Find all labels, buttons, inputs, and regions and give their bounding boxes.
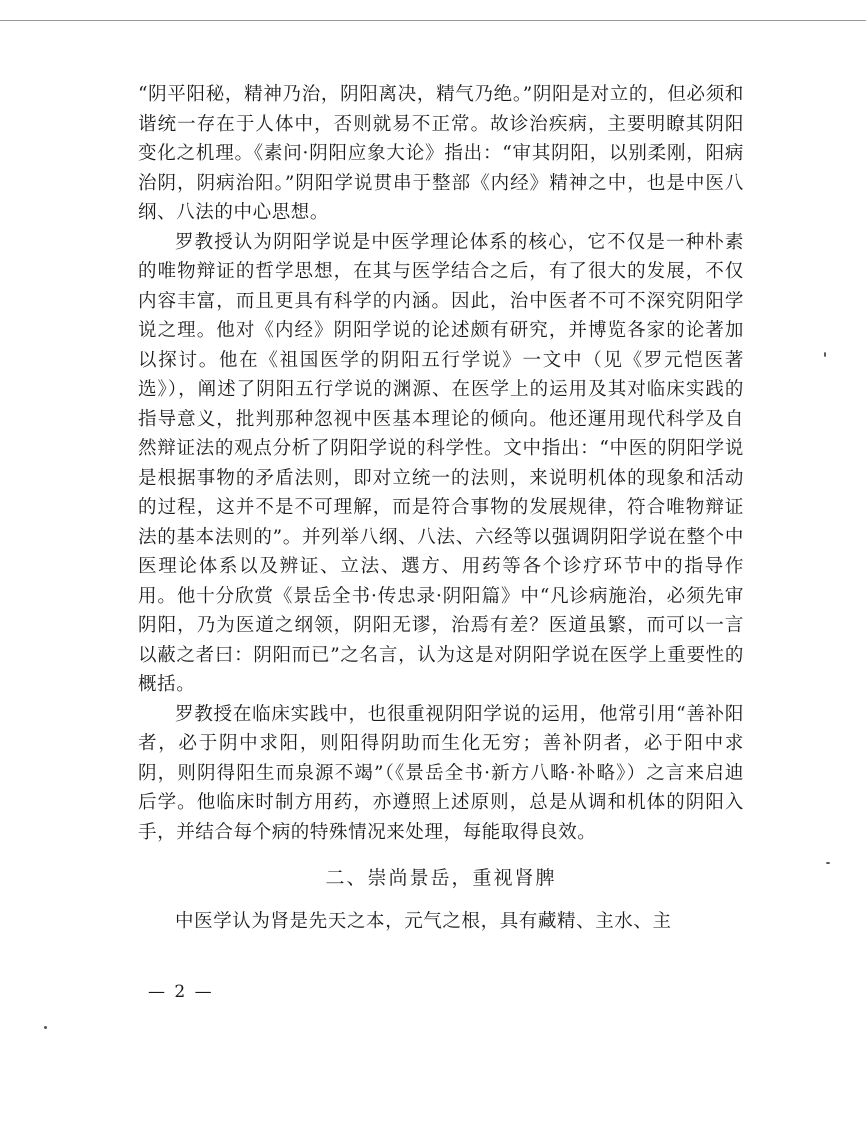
scan-speck <box>44 1026 47 1029</box>
page-number: — 2 — <box>148 982 214 1002</box>
paragraph-4: 中医学认为肾是先天之本，元气之根，具有藏精、主水、主 <box>175 911 672 932</box>
scan-speck <box>824 352 826 357</box>
paragraph-1: “阴平阳秘，精神乃治，阴阳离决，精气乃绝。”阴阳是对立的，但必须和谐统一存在于人体中，否则就易不正常。故诊治疾病，主要明瞭其阴阳变化之机理。《素问·阴阳应象大论》指出：“审其阴阳，以别柔刚，阳病治阴，阴病治阳。”阴阳学说贯串于整部《内经》精神之中，也是中医八纲、八法的中心思想。 <box>138 84 744 223</box>
paragraph-3: 罗教授在临床实践中，也很重视阴阳学说的运用，他常引用“善补阳者，必于阴中求阳，则阳得阴助而生化无穷；善补阴者，必于阳中求阴，则阴得阳生而泉源不竭”（《景岳全书·新方八略·补略》）之言来启迪后学。他临床时制方用药，亦遵照上述原则，总是从调和机体的阴阳入手，并结合每个病的特殊情况来处理，每能取得良效。 <box>138 703 744 843</box>
scan-speck <box>826 862 830 864</box>
body-text-upper <box>138 80 744 847</box>
body-text-lower <box>138 907 744 937</box>
top-rule <box>0 20 866 21</box>
paragraph-2: 罗教授认为阴阳学说是中医学理论体系的核心，它不仅是一种朴素的唯物辩证的哲学思想，在其与医学结合之后，有了很大的发展，不仅内容丰富，而且更具有科学的内涵。因此，治中医者不可不深究阴阳学说之理。他对《内经》阴阳学说的论述颇有研究，并博览各家的论著加以探讨。他在《祖国医学的阴阳五行学说》一文中（见《罗元恺医著选》），阐述了阴阳五行学说的渊源、在医学上的运用及其对临床实践的指导意义，批判那种忽视中医基本理论的倾向。他还運用现代科学及自然辩证法的观点分析了阴阳学说的科学性。文中指出：“中医的阴阳学说是根据事物的矛盾法则，即对立统一的法则，来说明机体的现象和活动的过程，这并不是不可理解，而是符合事物的发展规律，符合唯物辩证法的基本法则的”。并列举八纲、八法、六经等以强调阴阳学说在整个中医理论体系以及辨证、立法、選方、用药等各个诊疗环节中的指导作用。他十分欣赏《景岳全书·传忠录·阴阳篇》中“凡诊病施治，必须先审阴阳，乃为医道之纲领，阴阳无谬，治焉有差？医道虽繁，而可以一言以蔽之者曰：阴阳而已”之名言，认为这是对阴阳学说在医学上重要性的概括。 <box>138 231 744 695</box>
section-heading: 二、崇尚景岳，重视肾脾 <box>325 867 557 889</box>
book-page <box>138 80 744 937</box>
